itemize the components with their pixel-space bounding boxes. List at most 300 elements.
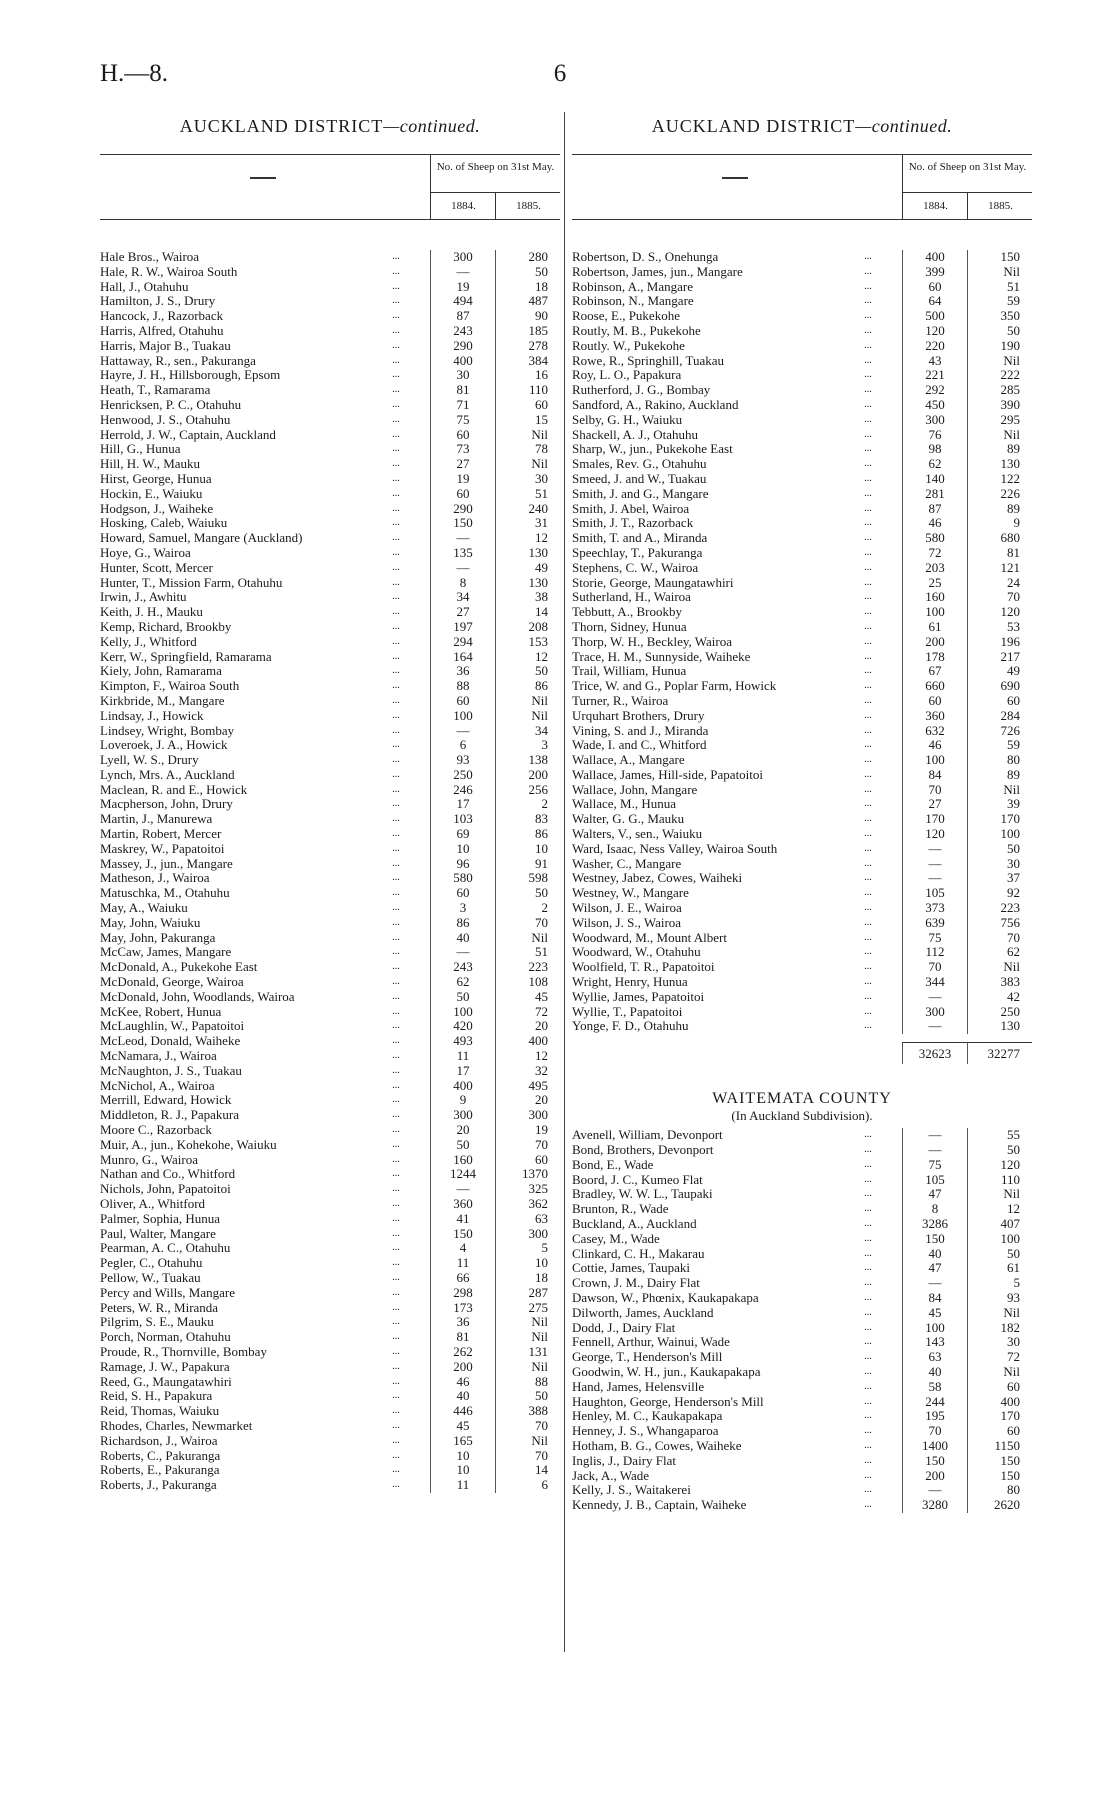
sheep-1884: 96 [430,857,495,872]
table-row [572,294,1032,309]
sheep-1885: 14 [495,605,560,620]
owner-name: Cottie, James, Taupaki [572,1261,690,1276]
leader-dots: ... [864,650,872,662]
table-row [572,324,1032,339]
owner-name: Harris, Major B., Tuakau [100,338,231,353]
owner-name: Keith, J. H., Mauku [100,605,203,620]
sheep-1885: 80 [967,753,1032,768]
leader-dots: ... [392,354,400,366]
owner-name: Dilworth, James, Auckland [572,1305,714,1320]
sheep-1884: 105 [902,1173,967,1188]
owner-name: Howard, Samuel, Mangare (Auckland) [100,531,303,546]
leader-dots: ... [864,665,872,677]
sheep-1884: 69 [430,827,495,842]
owner-name: Tebbutt, A., Brookby [572,605,682,620]
table-row [100,1182,560,1197]
owner-name: Fennell, Arthur, Wainui, Wade [572,1335,730,1350]
right-table-header [572,154,1032,220]
sheep-1884: 360 [430,1197,495,1212]
table-row [572,812,1032,827]
leader-dots: ... [392,1419,400,1431]
leader-dots: ... [864,310,872,322]
owner-name: Reed, G., Maungatawhiri [100,1374,232,1389]
owner-name: Sutherland, H., Wairoa [572,590,691,605]
owner-name: Roose, E., Pukekohe [572,309,680,324]
sheep-1884: 9 [430,1093,495,1108]
table-row [572,664,1032,679]
sheep-1884: 639 [902,916,967,931]
leader-dots: ... [392,976,400,988]
owner-name: Hill, H. W., Mauku [100,457,201,472]
sheep-1885: 130 [967,457,1032,472]
table-row [100,1079,560,1094]
sheep-1884: 87 [902,502,967,517]
sheep-1884: 103 [430,812,495,827]
sheep-1884: 135 [430,546,495,561]
table-row [572,886,1032,901]
sheep-1885: 30 [495,472,560,487]
sheep-1884: 420 [430,1019,495,1034]
sheep-1885: 182 [967,1321,1032,1336]
sheep-1885: 20 [495,1019,560,1034]
leader-dots: ... [864,384,872,396]
county-table-rows [572,1128,1032,1513]
owner-name: Nathan and Co., Whitford [100,1167,236,1182]
right-heading-suffix: —continued. [855,116,953,136]
leader-dots: ... [392,295,400,307]
sheep-1884: 20 [430,1123,495,1138]
table-row [572,650,1032,665]
leader-dots: ... [864,709,872,721]
table-row [100,1034,560,1049]
sheep-1884: 40 [430,1389,495,1404]
sheep-1884: 87 [430,309,495,324]
sheep-1884: — [430,724,495,739]
owner-name: Percy and Wills, Mangare [100,1285,235,1300]
owner-name: Jack, A., Wade [572,1468,650,1483]
sheep-1884: 450 [902,398,967,413]
table-row [572,901,1032,916]
sheep-1885: 50 [967,842,1032,857]
sheep-1885: 42 [967,990,1032,1005]
owner-name: Casey, M., Wade [572,1231,660,1246]
sheep-1884: 195 [902,1409,967,1424]
sheep-1885: 51 [967,280,1032,295]
table-row [572,265,1032,280]
sheep-1885: 78 [495,442,560,457]
leader-dots: ... [392,339,400,351]
leader-dots: ... [864,887,872,899]
sheep-1885: 50 [495,265,560,280]
leader-dots: ... [864,1277,872,1289]
table-row [100,457,560,472]
sheep-1884: 11 [430,1256,495,1271]
sheep-1885: 20 [495,1093,560,1108]
table-row [100,1478,560,1493]
leader-dots: ... [392,813,400,825]
table-row [100,472,560,487]
sheep-1884: 500 [902,309,967,324]
leader-dots: ... [392,1005,400,1017]
leader-dots: ... [864,591,872,603]
table-row [100,724,560,739]
leader-dots: ... [392,606,400,618]
owner-name: Wilson, J. S., Wairoa [572,915,682,930]
sheep-1884: 246 [430,783,495,798]
table-row [572,472,1032,487]
table-row [572,709,1032,724]
table-row [100,339,560,354]
owner-name: Roberts, J., Pakuranga [100,1478,217,1493]
owner-name: Wallace, A., Mangare [572,753,685,768]
sheep-1885: 278 [495,339,560,354]
owner-name: Matuschka, M., Otahuhu [100,886,230,901]
leader-dots: ... [392,1271,400,1283]
owner-name: Bond, Brothers, Devonport [572,1143,714,1158]
owner-name: May, A., Waiuku [100,901,188,916]
table-row [100,1212,560,1227]
sheep-1884: — [430,531,495,546]
sheep-1885: Nil [495,1360,560,1375]
sheep-1885: 400 [495,1034,560,1049]
table-row [572,546,1032,561]
sheep-1884: 19 [430,280,495,295]
owner-name: Robinson, N., Mangare [572,294,694,309]
table-row [572,1276,1032,1291]
owner-name: Hand, James, Helensville [572,1379,705,1394]
sheep-1885: 15 [495,413,560,428]
sheep-1884: 27 [902,797,967,812]
leader-dots: ... [392,532,400,544]
table-row [572,502,1032,517]
sheep-1884: 400 [430,354,495,369]
owner-name: Irwin, J., Awhitu [100,590,187,605]
leader-dots: ... [392,783,400,795]
table-row [100,516,560,531]
sheep-1884: 150 [430,516,495,531]
table-row [100,1167,560,1182]
table-row [100,576,560,591]
sheep-1884: 30 [430,368,495,383]
leader-dots: ... [864,606,872,618]
leader-dots: ... [392,620,400,632]
sheep-1884: 40 [902,1365,967,1380]
sheep-1885: 16 [495,368,560,383]
leader-dots: ... [864,798,872,810]
sheep-1885: 50 [495,664,560,679]
sheep-1885: 208 [495,620,560,635]
leader-dots: ... [864,680,872,692]
sheep-1885: 89 [967,442,1032,457]
sheep-1885: Nil [967,428,1032,443]
sheep-1885: 100 [967,827,1032,842]
owner-name: Wright, Henry, Hunua [572,975,688,990]
leader-dots: ... [392,946,400,958]
leader-dots: ... [864,739,872,751]
sheep-1884: 40 [902,1247,967,1262]
sheep-1884: 580 [430,871,495,886]
table-row [100,1389,560,1404]
table-row [572,590,1032,605]
sheep-1884: 70 [902,1424,967,1439]
leader-dots: ... [392,1035,400,1047]
sheep-1885: 51 [495,945,560,960]
sheep-1884: 75 [430,413,495,428]
sheep-1884: 84 [902,768,967,783]
owner-name: Hancock, J., Razorback [100,309,224,324]
table-row [572,1454,1032,1469]
sheep-1884: 100 [902,605,967,620]
owner-name: Robinson, A., Mangare [572,279,693,294]
sheep-1884: 43 [902,354,967,369]
leader-dots: ... [864,280,872,292]
leader-dots: ... [392,1345,400,1357]
leader-dots: ... [864,1484,872,1496]
sheep-1885: 100 [967,1232,1032,1247]
leader-dots: ... [392,1094,400,1106]
left-table-rows [100,250,560,1493]
owner-name: Pegler, C., Otahuhu [100,1256,203,1271]
owner-name: Reid, S. H., Papakura [100,1389,213,1404]
sheep-1884: 160 [430,1153,495,1168]
sheep-1884: 1244 [430,1167,495,1182]
sheep-1884: 75 [902,931,967,946]
sheep-1885: Nil [967,1187,1032,1202]
table-row [100,738,560,753]
sheep-1884: 6 [430,738,495,753]
owner-name: Haughton, George, Henderson's Mill [572,1394,764,1409]
sheep-1885: 150 [967,1454,1032,1469]
owner-name: Walter, G. G., Mauku [572,812,685,827]
sheep-1885: 92 [967,886,1032,901]
owner-name: Smales, Rev. G., Otahuhu [572,457,707,472]
table-row [572,1005,1032,1020]
leader-dots: ... [392,857,400,869]
table-row [572,694,1032,709]
sheep-1885: 19 [495,1123,560,1138]
table-row [100,324,560,339]
table-row [100,1153,560,1168]
table-row [100,590,560,605]
leader-dots: ... [864,295,872,307]
table-row [100,354,560,369]
leader-dots: ... [864,576,872,588]
sheep-1884: 25 [902,576,967,591]
table-row [100,531,560,546]
sheep-1885: 690 [967,679,1032,694]
table-row [100,1434,560,1449]
sheep-1884: 203 [902,561,967,576]
table-row [572,1483,1032,1498]
owner-name: Trice, W. and G., Poplar Farm, Howick [572,679,777,694]
owner-name: Hunter, T., Mission Farm, Otahuhu [100,575,283,590]
sheep-1885: 61 [967,1261,1032,1276]
sheep-1885: 37 [967,871,1032,886]
owner-name: Yonge, F. D., Otahuhu [572,1019,689,1034]
table-row [572,516,1032,531]
right-header-dash [722,177,748,179]
owner-name: Avenell, William, Devonport [572,1128,723,1143]
sheep-1885: Nil [967,960,1032,975]
owner-name: Munro, G., Wairoa [100,1152,199,1167]
table-row [572,945,1032,960]
owner-name: Muir, A., jun., Kohekohe, Waiuku [100,1137,277,1152]
sheep-1884: 493 [430,1034,495,1049]
leader-dots: ... [864,354,872,366]
sheep-1884: 34 [430,590,495,605]
sheep-1885: 756 [967,916,1032,931]
leader-dots: ... [864,916,872,928]
sheep-1884: 281 [902,487,967,502]
table-row [100,1227,560,1242]
sheep-1885: 2620 [967,1498,1032,1513]
table-row [100,945,560,960]
owner-name: Woodward, W., Otahuhu [572,945,701,960]
sheep-1884: 72 [902,546,967,561]
leader-dots: ... [864,1351,872,1363]
table-row [572,250,1032,265]
sheep-1884: 120 [902,827,967,842]
sheep-1884: 60 [430,487,495,502]
table-row [100,487,560,502]
owner-name: Smeed, J. and W., Tuakau [572,471,707,486]
sheep-1885: 30 [967,857,1032,872]
sheep-1885: 50 [967,324,1032,339]
table-row [572,1202,1032,1217]
owner-name: Kelly, J. S., Waitakerei [572,1483,691,1498]
sheep-1884: 76 [902,428,967,443]
owner-name: Westney, W., Mangare [572,886,689,901]
leader-dots: ... [392,1360,400,1372]
owner-name: George, T., Henderson's Mill [572,1350,723,1365]
sheep-1885: 275 [495,1301,560,1316]
owner-name: McLaughlin, W., Papatoitoi [100,1019,245,1034]
owner-name: Bond, E., Wade [572,1157,654,1172]
table-row [100,546,560,561]
sheep-1885: 70 [495,1138,560,1153]
leader-dots: ... [864,251,872,262]
sheep-1885: 185 [495,324,560,339]
leader-dots: ... [392,916,400,928]
table-row [572,931,1032,946]
owner-name: McNaughton, J. S., Tuakau [100,1063,242,1078]
sheep-1884: 4 [430,1241,495,1256]
owner-name: Washer, C., Mangare [572,856,682,871]
owner-name: Routly. W., Pukekohe [572,338,685,353]
sheep-1884: 112 [902,945,967,960]
sheep-1885: 24 [967,576,1032,591]
sheep-1884: — [902,1019,967,1034]
sheep-1884: 244 [902,1395,967,1410]
leader-dots: ... [864,487,872,499]
sheep-1885: 120 [967,605,1032,620]
table-row [100,857,560,872]
sheep-1885: 390 [967,398,1032,413]
sheep-1884: 100 [902,753,967,768]
owner-name: Sandford, A., Rakino, Auckland [572,397,739,412]
sheep-1885: 50 [967,1143,1032,1158]
sheep-1884: 300 [902,1005,967,1020]
table-row [572,383,1032,398]
sheep-1884: 50 [430,1138,495,1153]
table-row [100,753,560,768]
sheep-1885: 60 [495,398,560,413]
owner-name: Middleton, R. J., Papakura [100,1108,240,1123]
owner-name: Moore C., Razorback [100,1123,212,1138]
leader-dots: ... [392,458,400,470]
sheep-1884: 399 [902,265,967,280]
owner-name: Macpherson, John, Drury [100,797,233,812]
leader-dots: ... [864,1247,872,1259]
sheep-1884: 10 [430,1449,495,1464]
sheep-1885: Nil [495,709,560,724]
leader-dots: ... [392,546,400,558]
owner-name: Hodgson, J., Waiheke [100,501,214,516]
sheep-1885: 5 [495,1241,560,1256]
owner-name: Heath, T., Ramarama [100,383,211,398]
leader-dots: ... [864,1395,872,1407]
sheep-1885: 50 [967,1247,1032,1262]
sheep-1885: 88 [495,1375,560,1390]
owner-name: Hoye, G., Wairoa [100,545,191,560]
owner-name: Thorp, W. H., Beckley, Wairoa [572,634,732,649]
leader-dots: ... [864,620,872,632]
table-row [100,398,560,413]
table-row [100,842,560,857]
table-row [100,620,560,635]
leader-dots: ... [392,1375,400,1387]
sheep-1885: 680 [967,531,1032,546]
owner-name: Woolfield, T. R., Papatoitoi [572,960,715,975]
owner-name: May, John, Pakuranga [100,930,216,945]
sheep-1884: 290 [430,339,495,354]
owner-name: Maclean, R. and E., Howick [100,782,248,797]
sheep-1885: 138 [495,753,560,768]
owner-name: Hill, G., Hunua [100,442,181,457]
owner-name: Smith, T. and A., Miranda [572,531,708,546]
table-row [100,827,560,842]
sheep-1884: — [902,1483,967,1498]
sheep-1884: 150 [902,1232,967,1247]
sheep-1885: 86 [495,827,560,842]
sheep-1885: 130 [495,576,560,591]
table-row [100,1241,560,1256]
owner-name: Nichols, John, Papatoitoi [100,1182,231,1197]
leader-dots: ... [392,1153,400,1165]
sheep-1885: 240 [495,502,560,517]
sheep-1885: 598 [495,871,560,886]
sheep-1885: Nil [495,1315,560,1330]
leader-dots: ... [864,1425,872,1437]
sheep-1885: 93 [967,1291,1032,1306]
sheep-1884: 86 [430,916,495,931]
sheep-1884: 100 [430,709,495,724]
leader-dots: ... [864,694,872,706]
sheep-1885: 12 [495,650,560,665]
sheep-1885: 256 [495,783,560,798]
right-header-1884: 1884. [902,193,968,219]
sheep-1884: 170 [902,812,967,827]
leader-dots: ... [392,1109,400,1121]
leader-dots: ... [392,265,400,277]
sheep-1884: 100 [430,1005,495,1020]
sheep-1884: 46 [430,1375,495,1390]
sheep-1884: 17 [430,1064,495,1079]
leader-dots: ... [392,443,400,455]
owner-name: Wilson, J. E., Wairoa [572,901,682,916]
sheep-1885: 62 [967,945,1032,960]
table-row [100,413,560,428]
